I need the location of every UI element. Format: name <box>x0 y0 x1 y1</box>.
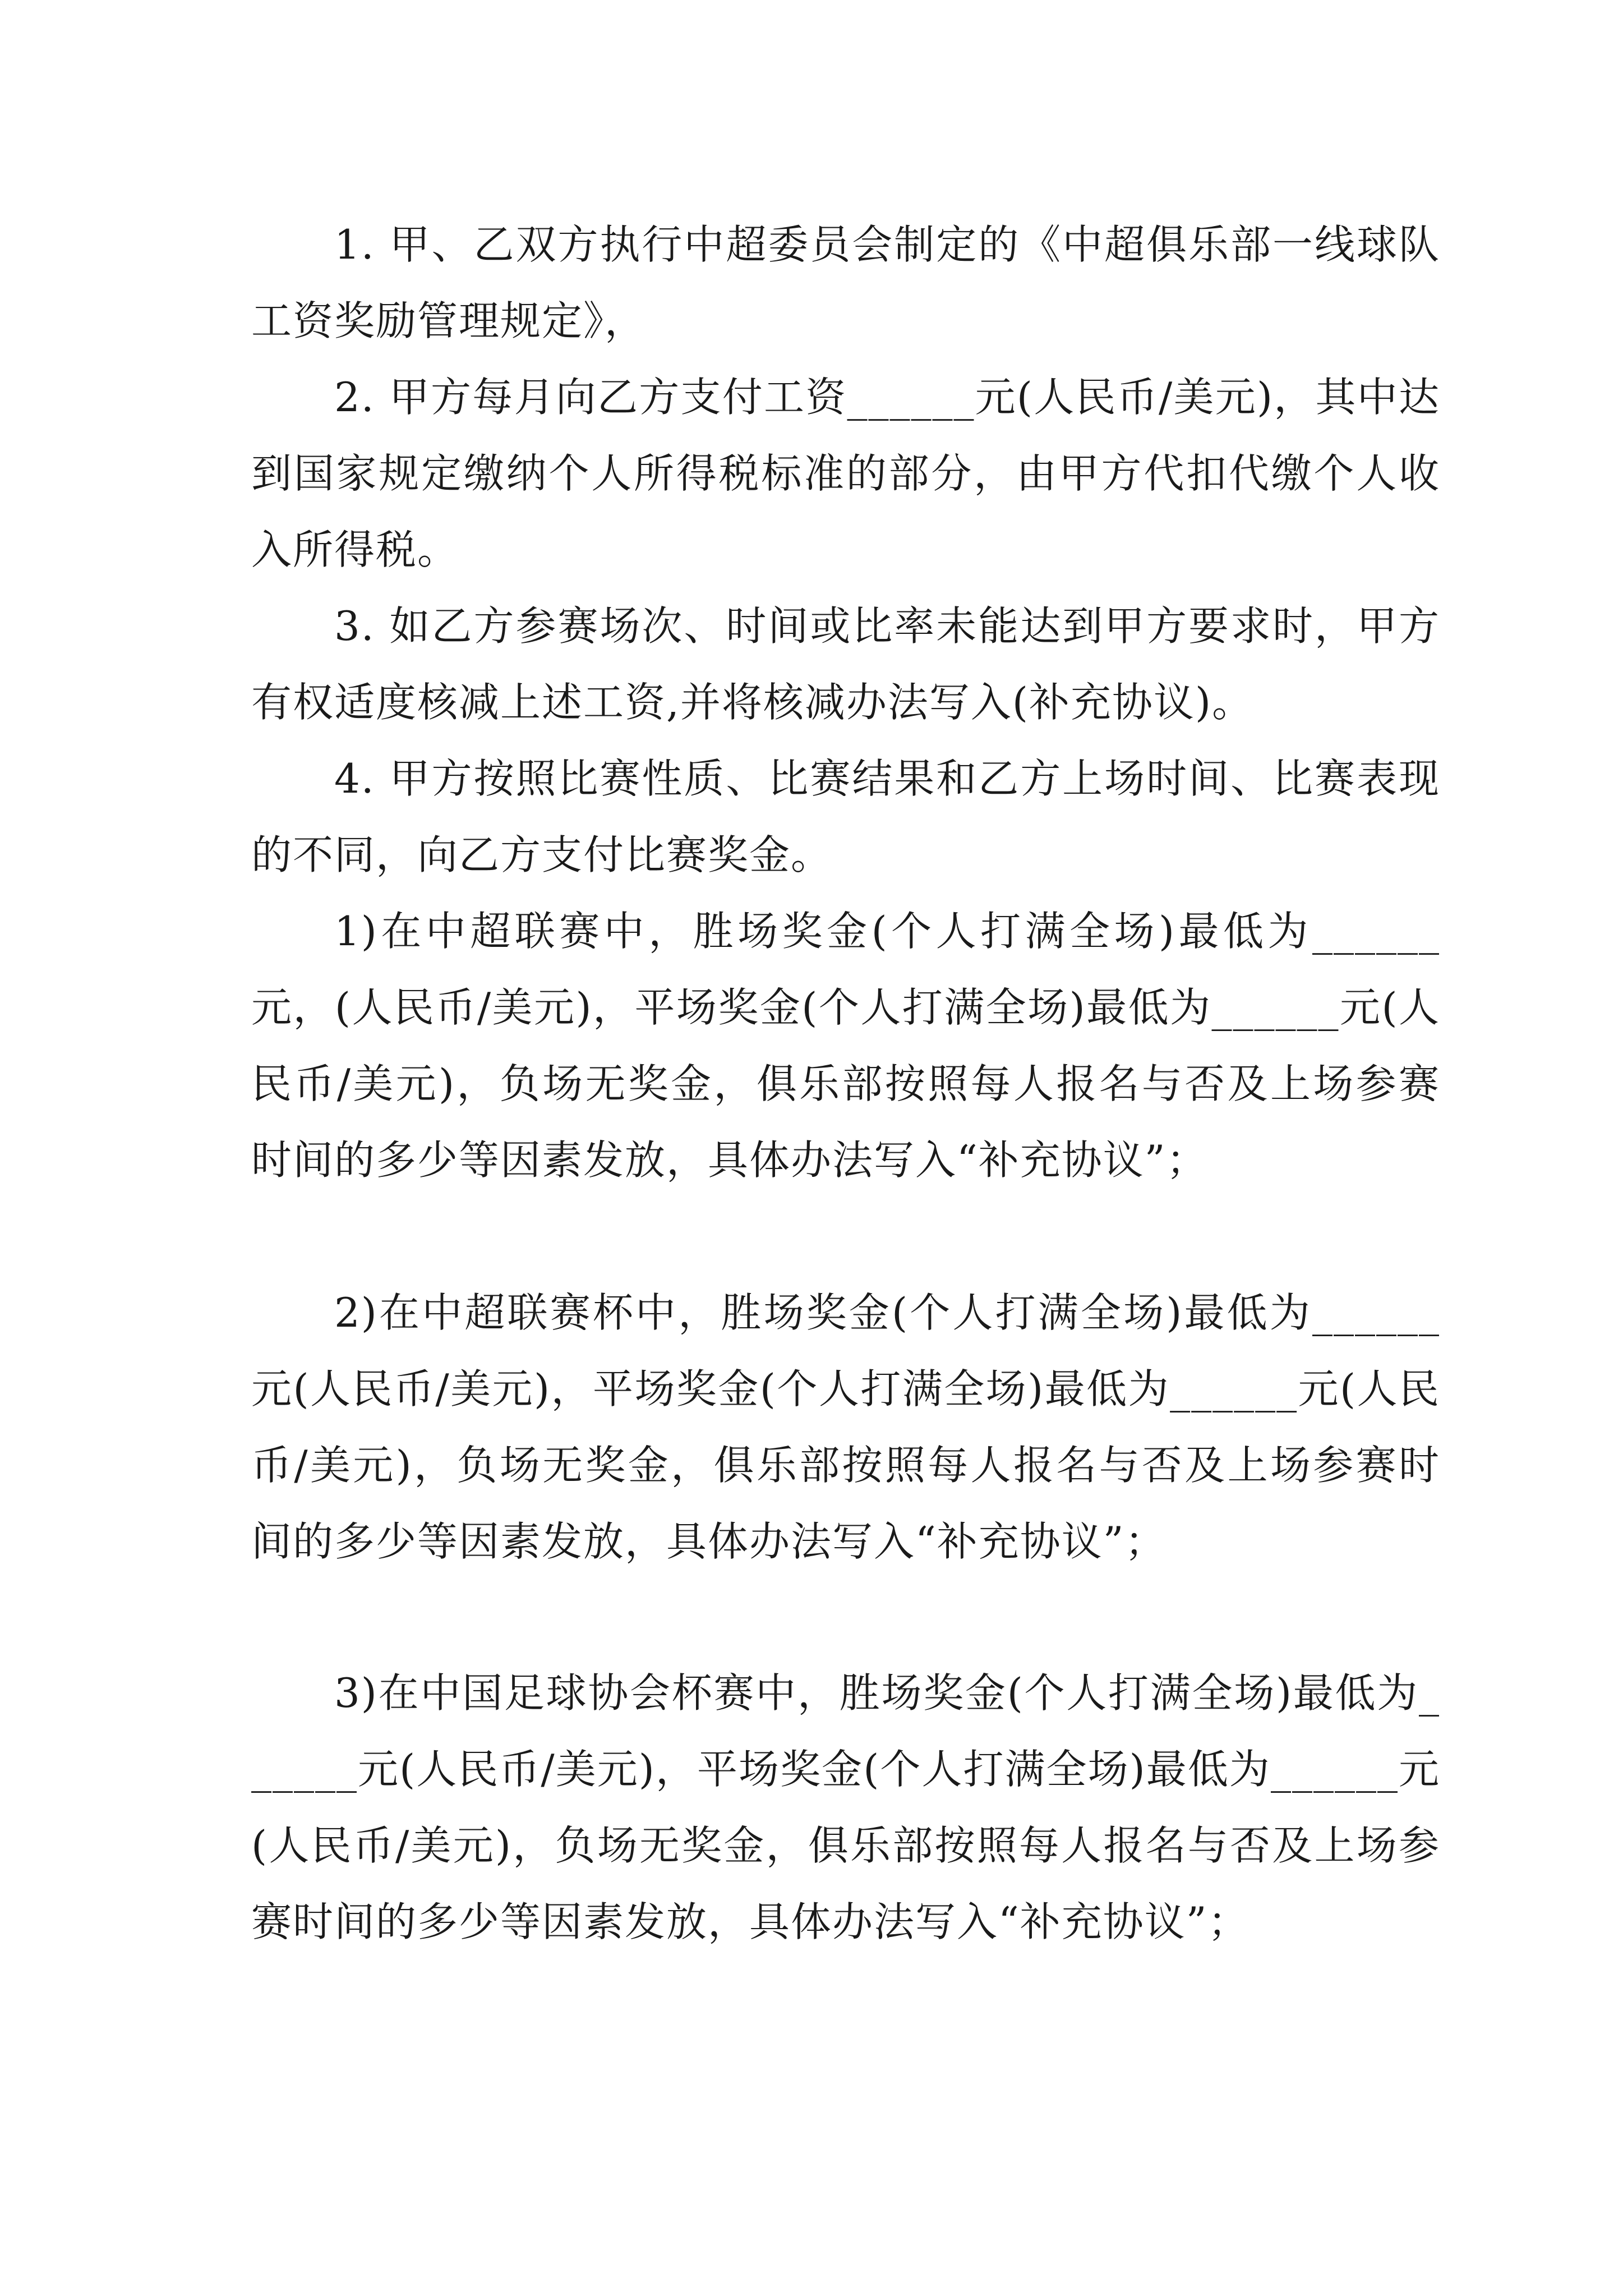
clause-4-3-paragraph: 3)在中国足球协会杯赛中，胜场奖金(个人打满全场)最低为______元(人民币/美元)，平场奖金(个人打满全场)最低为______元(人民币/美元)，负场无奖金，俱乐部按照每人报名与否及上场参赛时间的多少等因素发放，具体办法写入“补充协议”； <box>251 1669 1440 1945</box>
clause-1-paragraph: 1. 甲、乙双方执行中超委员会制定的《中超俱乐部一线球队工资奖励管理规定》， <box>251 221 1440 344</box>
clause-4-1-paragraph: 1)在中超联赛中，胜场奖金(个人打满全场)最低为______元，(人民币/美元)，平场奖金(个人打满全场)最低为______元(人民币/美元)，负场无奖金，俱乐部按照每人报名与否及上场参赛时间的多少等因素发放，具体办法写入“补充协议”； <box>251 908 1440 1184</box>
clause-2-paragraph: 2. 甲方每月向乙方支付工资______元(人民币/美元)，其中达到国家规定缴纳个人所得税标准的部分，由甲方代扣代缴个人收入所得税。 <box>251 374 1440 573</box>
clause-3-paragraph: 3. 如乙方参赛场次、时间或比率未能达到甲方要求时，甲方有权适度核减上述工资,并将核减办法写入(补充协议)。 <box>251 602 1440 726</box>
clause-4-paragraph: 4. 甲方按照比赛性质、比赛结果和乙方上场时间、比赛表现的不同，向乙方支付比赛奖金。 <box>251 755 1440 878</box>
clause-4-2-paragraph: 2)在中超联赛杯中，胜场奖金(个人打满全场)最低为______元(人民币/美元)，平场奖金(个人打满全场)最低为______元(人民币/美元)，负场无奖金，俱乐部按照每人报名与否及上场参赛时间的多少等因素发放，具体办法写入“补充协议”； <box>251 1289 1440 1565</box>
